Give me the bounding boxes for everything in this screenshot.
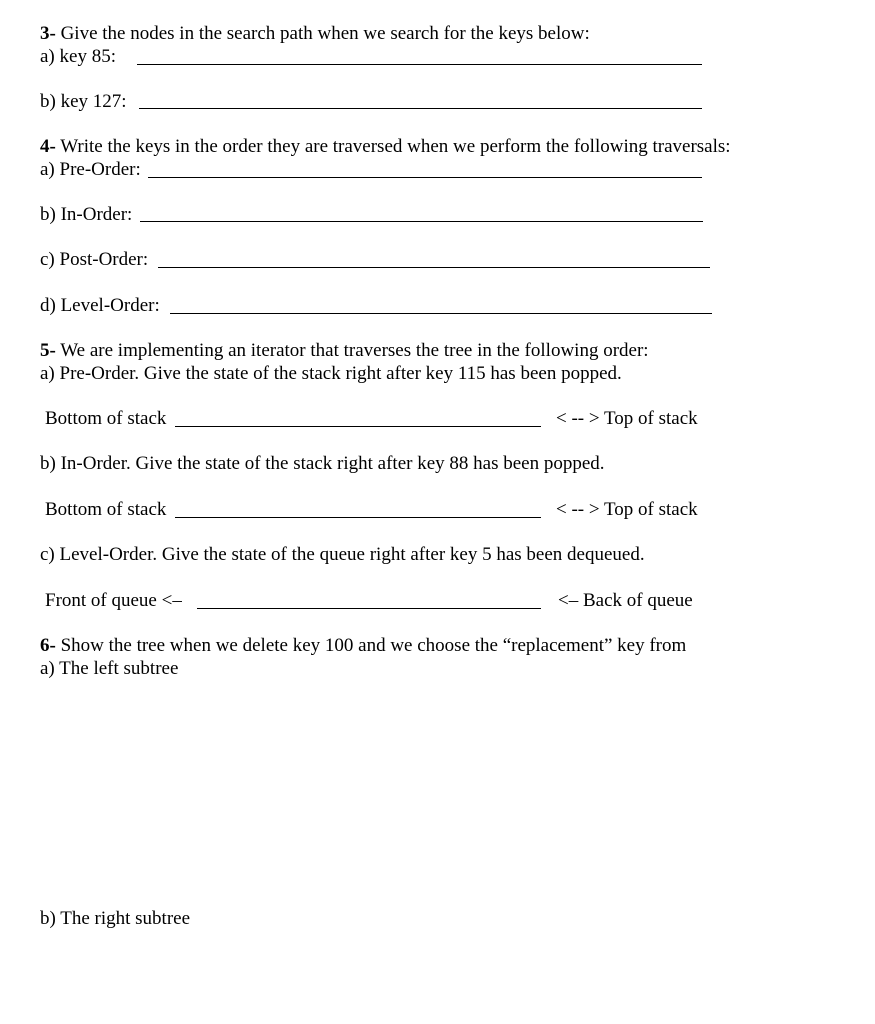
q5-heading	[40, 340, 649, 362]
q4d-label: d) Level-Order:	[40, 295, 160, 316]
q4-number: 4-	[40, 136, 56, 157]
q4b-answer-line[interactable]	[140, 221, 703, 222]
q5b-bottom-of-stack: Bottom of stack	[45, 499, 167, 520]
q5a-label: a) Pre-Order. Give the state of the stack right after key 115 has been popped.	[40, 363, 622, 384]
q3b-label: b) key 127:	[40, 91, 127, 112]
q4a-label: a) Pre-Order:	[40, 159, 141, 180]
q3a-label: a) key 85:	[40, 46, 116, 67]
q6-number: 6-	[40, 635, 56, 656]
q3-prompt: Give the nodes in the search path when we search for the keys below:	[60, 23, 590, 44]
q4d-answer-line[interactable]	[170, 313, 712, 314]
q5b-label: b) In-Order. Give the state of the stack right after key 88 has been popped.	[40, 453, 605, 474]
q5c-queue-answer-line[interactable]	[197, 608, 541, 609]
q5-prompt: We are implementing an iterator that traverses the tree in the following order:	[60, 340, 649, 361]
q5a-bottom-of-stack: Bottom of stack	[45, 408, 167, 429]
q3b-answer-line[interactable]	[139, 108, 702, 109]
q4-prompt: Write the keys in the order they are traversed when we perform the following traversals:	[60, 136, 731, 157]
q3-number: 3-	[40, 23, 56, 44]
q5b-top-of-stack: < -- > Top of stack	[556, 499, 698, 520]
q4c-answer-line[interactable]	[158, 267, 710, 268]
q5c-label: c) Level-Order. Give the state of the queue right after key 5 has been dequeued.	[40, 544, 645, 565]
q6-prompt: Show the tree when we delete key 100 and we choose the “replacement” key from	[60, 635, 687, 656]
q5a-top-of-stack: < -- > Top of stack	[556, 408, 698, 429]
q5c-front-of-queue: Front of queue <–	[45, 590, 182, 611]
q5-number: 5-	[40, 340, 56, 361]
q5c-back-of-queue: <– Back of queue	[558, 590, 693, 611]
q6b-label: b) The right subtree	[40, 908, 191, 929]
q3a-answer-line[interactable]	[137, 64, 702, 65]
q3-heading	[40, 23, 590, 45]
q4a-answer-line[interactable]	[148, 177, 702, 178]
q6a-label: a) The left subtree	[40, 658, 179, 679]
q5b-stack-answer-line[interactable]	[175, 517, 541, 518]
q4-heading	[40, 136, 731, 158]
q4b-label: b) In-Order:	[40, 204, 133, 225]
q4c-label: c) Post-Order:	[40, 249, 149, 270]
q6-heading	[40, 635, 686, 657]
q5a-stack-answer-line[interactable]	[175, 426, 541, 427]
